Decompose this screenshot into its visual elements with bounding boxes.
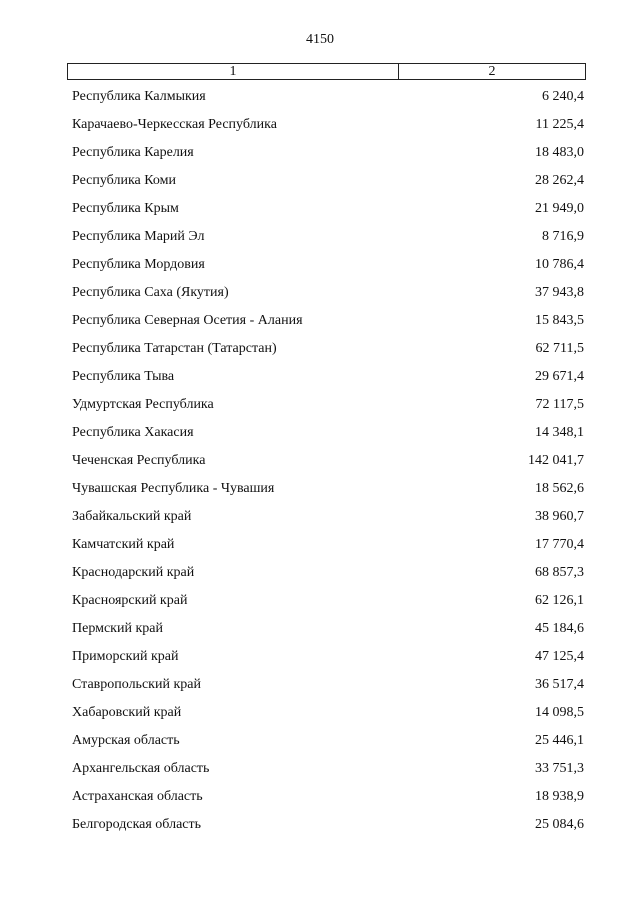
- region-value: 25 084,6: [535, 817, 584, 832]
- table-row: [72, 815, 584, 843]
- table-row: [72, 283, 584, 311]
- region-name: Ставропольский край: [72, 677, 201, 692]
- region-name: Чеченская Республика: [72, 453, 206, 468]
- table-row: [72, 703, 584, 731]
- region-value: 8 716,9: [542, 229, 584, 244]
- region-name: Чувашская Республика - Чувашия: [72, 481, 275, 496]
- table-row: [72, 227, 584, 255]
- table-row: [72, 143, 584, 171]
- region-name: Республика Саха (Якутия): [72, 285, 229, 300]
- region-name: Республика Тыва: [72, 369, 175, 384]
- region-value: 28 262,4: [535, 173, 584, 188]
- region-value: 45 184,6: [535, 621, 584, 636]
- region-value: 47 125,4: [535, 649, 584, 664]
- region-value: 29 671,4: [535, 369, 584, 384]
- table-row: [72, 87, 584, 115]
- table-row: [72, 115, 584, 143]
- region-name: Республика Марий Эл: [72, 229, 205, 244]
- region-name: Краснодарский край: [72, 565, 195, 580]
- table-row: [72, 479, 584, 507]
- table-row: [72, 423, 584, 451]
- table-row: [72, 647, 584, 675]
- region-name: Амурская область: [72, 733, 180, 748]
- region-value: 62 126,1: [535, 593, 584, 608]
- region-name: Республика Коми: [72, 173, 176, 188]
- region-value: 142 041,7: [528, 453, 584, 468]
- region-value: 18 483,0: [535, 145, 584, 160]
- region-value: 14 098,5: [535, 705, 584, 720]
- table-body: [72, 87, 584, 843]
- table-row: [72, 507, 584, 535]
- table-row: [72, 311, 584, 339]
- region-value: 18 562,6: [535, 481, 584, 496]
- table-header: [67, 63, 586, 80]
- region-value: 17 770,4: [535, 537, 584, 552]
- region-value: 6 240,4: [542, 89, 584, 104]
- table-row: [72, 367, 584, 395]
- table-row: [72, 339, 584, 367]
- region-name: Забайкальский край: [72, 509, 192, 524]
- region-value: 38 960,7: [535, 509, 584, 524]
- table-row: [72, 199, 584, 227]
- table-row: [72, 171, 584, 199]
- region-value: 18 938,9: [535, 789, 584, 804]
- region-value: 10 786,4: [535, 257, 584, 272]
- table-row: [72, 563, 584, 591]
- page-number: 4150: [306, 32, 334, 47]
- table-row: [72, 395, 584, 423]
- region-value: 21 949,0: [535, 201, 584, 216]
- region-value: 14 348,1: [535, 425, 584, 440]
- region-name: Республика Крым: [72, 201, 179, 216]
- table-row: [72, 451, 584, 479]
- region-value: 25 446,1: [535, 733, 584, 748]
- table-row: [72, 591, 584, 619]
- table-row: [72, 731, 584, 759]
- table-row: [72, 787, 584, 815]
- region-name: Хабаровский край: [72, 705, 182, 720]
- region-name: Астраханская область: [72, 789, 203, 804]
- region-name: Республика Карелия: [72, 145, 194, 160]
- table-row: [72, 759, 584, 787]
- region-value: 36 517,4: [535, 677, 584, 692]
- column-header-1: 1: [68, 64, 399, 79]
- table-row: [72, 535, 584, 563]
- region-value: 68 857,3: [535, 565, 584, 580]
- table-row: [72, 619, 584, 647]
- region-name: Белгородская область: [72, 817, 202, 832]
- region-value: 62 711,5: [535, 341, 584, 356]
- region-value: 37 943,8: [535, 285, 584, 300]
- region-name: Удмуртская Республика: [72, 397, 214, 412]
- region-name: Республика Мордовия: [72, 257, 205, 272]
- region-name: Красноярский край: [72, 593, 188, 608]
- region-value: 11 225,4: [535, 117, 584, 132]
- table-row: [72, 675, 584, 703]
- region-name: Приморский край: [72, 649, 179, 664]
- table-row: [72, 255, 584, 283]
- region-name: Республика Северная Осетия - Алания: [72, 313, 303, 328]
- region-name: Карачаево-Черкесская Республика: [72, 117, 277, 132]
- region-name: Республика Калмыкия: [72, 89, 206, 104]
- region-value: 15 843,5: [535, 313, 584, 328]
- region-name: Пермский край: [72, 621, 163, 636]
- region-name: Архангельская область: [72, 761, 210, 776]
- region-name: Камчатский край: [72, 537, 175, 552]
- region-name: Республика Татарстан (Татарстан): [72, 341, 277, 356]
- column-header-2: 2: [488, 64, 496, 79]
- region-value: 72 117,5: [535, 397, 584, 412]
- region-name: Республика Хакасия: [72, 425, 194, 440]
- region-value: 33 751,3: [535, 761, 584, 776]
